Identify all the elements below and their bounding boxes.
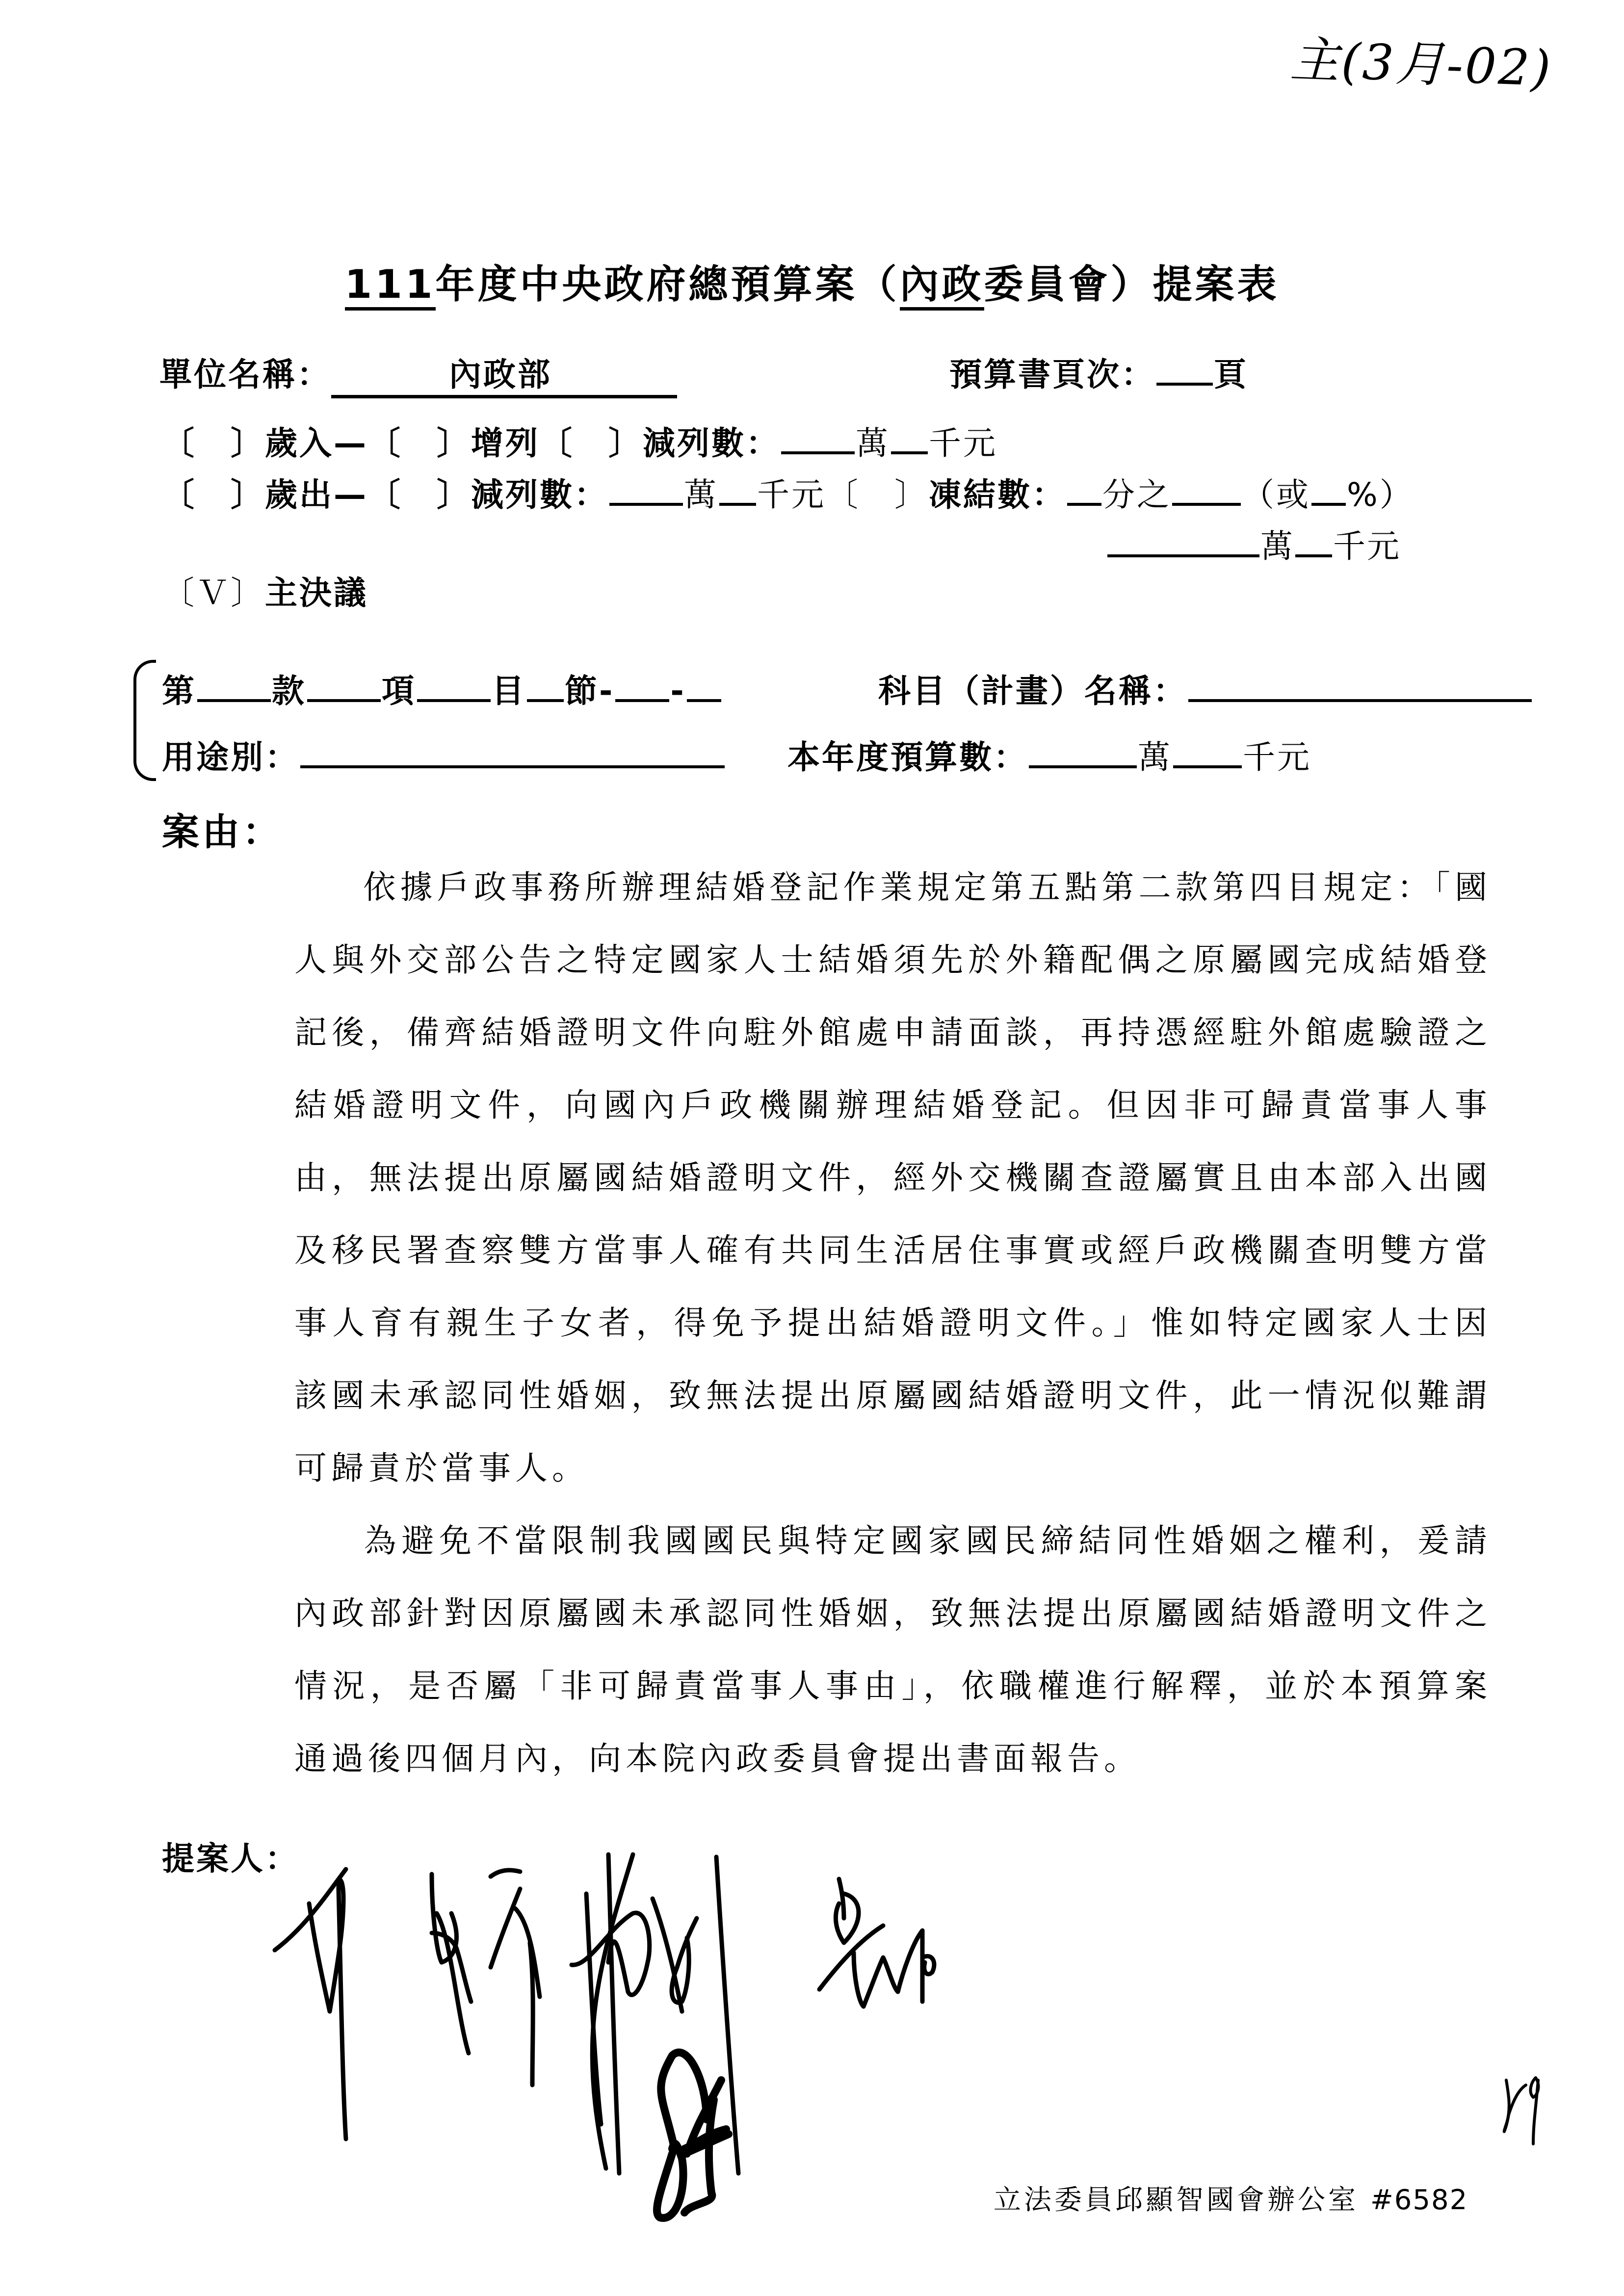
revenue-increase-label: 增列 [471,424,540,462]
expenditure-wan: 萬 [684,476,718,514]
footer-office: 立法委員邱顯智國會辦公室 [994,2184,1359,2216]
revenue-increase-checkbox[interactable]: 〔 〕 [368,424,471,462]
current-budget-wan: 萬 [1138,738,1172,776]
subject-label: 科目（計畫）名稱： [878,672,1187,710]
mu-label: 目 [492,672,526,710]
usage-label: 用途別： [162,738,299,776]
current-budget-label: 本年度預算數： [787,738,1028,776]
freeze-wan: 萬 [1260,527,1294,565]
signature-3 [819,1879,934,2007]
signature-name-2 [638,1962,639,1963]
expenditure-qianyuan: 千元 [757,476,826,514]
title-committee: 內政 [900,261,984,311]
handwritten-note: 主(3月-02) [1289,30,1554,98]
handwritten-89-text [1506,2075,1507,2076]
freeze-percent-close: %） [1347,476,1414,514]
kuan-label: 款 [272,672,306,710]
footer-code: #6582 [1370,2184,1468,2216]
revenue-wan: 萬 [856,424,890,462]
current-budget-qianyuan: 千元 [1243,738,1311,776]
freeze-checkbox[interactable]: 〔 〕 [826,476,929,514]
freeze-or-open: （或 [1242,476,1310,514]
proposer-label: 提案人： [162,1840,299,1878]
dash-label: - [670,672,686,710]
reason-paragraph-2-text: 為避免不當限制我國國民與特定國家國民締結同性婚姻之權利，爰請內政部針對因原屬國未承認同性婚姻，致無法提出原屬國結婚證明文件之情況，是否屬「非可歸責當事人事由」，依職權進行解釋，並於本預算案通過後四個月內，向本院內政委員會提出書面報告。 [294,1522,1492,1777]
revenue-qianyuan: 千元 [929,424,997,462]
expenditure-decrease-checkbox[interactable]: 〔 〕 [368,476,471,514]
di-label: 第 [162,672,196,710]
revenue-decrease-label: 減列數： [643,424,780,462]
unit-name-value: 內政部 [449,356,552,393]
title-year: 111 [345,261,436,311]
handwritten-89 [1504,2078,1539,2144]
main-resolution-label: 主決議 [265,574,368,612]
revenue-label: 歲入— [265,424,368,462]
signature-name-1 [294,1962,296,1963]
expenditure-label: 歲出— [265,476,368,514]
page-label: 預算書頁次： [949,356,1155,393]
revenue-checkbox[interactable]: 〔 〕 [162,424,265,462]
main-resolution-checkbox[interactable]: 〔Ｖ〕 [162,574,265,612]
signature-1 [275,1869,540,2139]
revenue-decrease-checkbox[interactable]: 〔 〕 [540,424,643,462]
reason-paragraph-1-text: 依據戶政事務所辦理結婚登記作業規定第五點第二款第四目規定：「國人與外交部公告之特定國家人士結婚須先於外籍配偶之原屬國完成結婚登記後，備齊結婚證明文件向駐外館處申請面談，再持憑經駐外館處驗證之結婚證明文件，向國內戶政機關辦理結婚登記。但因非可歸責當事人事由，無法提出原屬國結婚證明文件，經外交機關查證屬實且由本部入出國及移民署查察雙方當事人確有共同生活居住事實或經戶政機關查明雙方當事人育有親生子女者，得免予提出結婚證明文件。」惟如特定國家人士因該國未承認同性婚姻，致無法提出原屬國結婚證明文件，此一情況似難謂可歸責於當事人。 [294,868,1492,1487]
expenditure-decrease-label: 減列數： [471,476,608,514]
title-part1: 年度中央政府總預算案（ [435,261,900,307]
handwritten-85 [657,2053,729,2218]
freeze-qianyuan: 千元 [1333,527,1401,565]
footer [994,2178,1468,2218]
page-suffix: 頁 [1214,356,1248,393]
jie-label: 節- [565,672,615,710]
freeze-fen-zhi: 分之 [1102,476,1171,514]
xiang-label: 項 [382,672,416,710]
title-part2: 委員會）提案表 [984,261,1280,307]
expenditure-checkbox[interactable]: 〔 〕 [162,476,265,514]
unit-label: 單位名稱： [159,356,331,393]
reason-label: 案由： [162,810,283,854]
signature-name-3 [859,1962,860,1963]
freeze-label: 凍結數： [929,476,1066,514]
